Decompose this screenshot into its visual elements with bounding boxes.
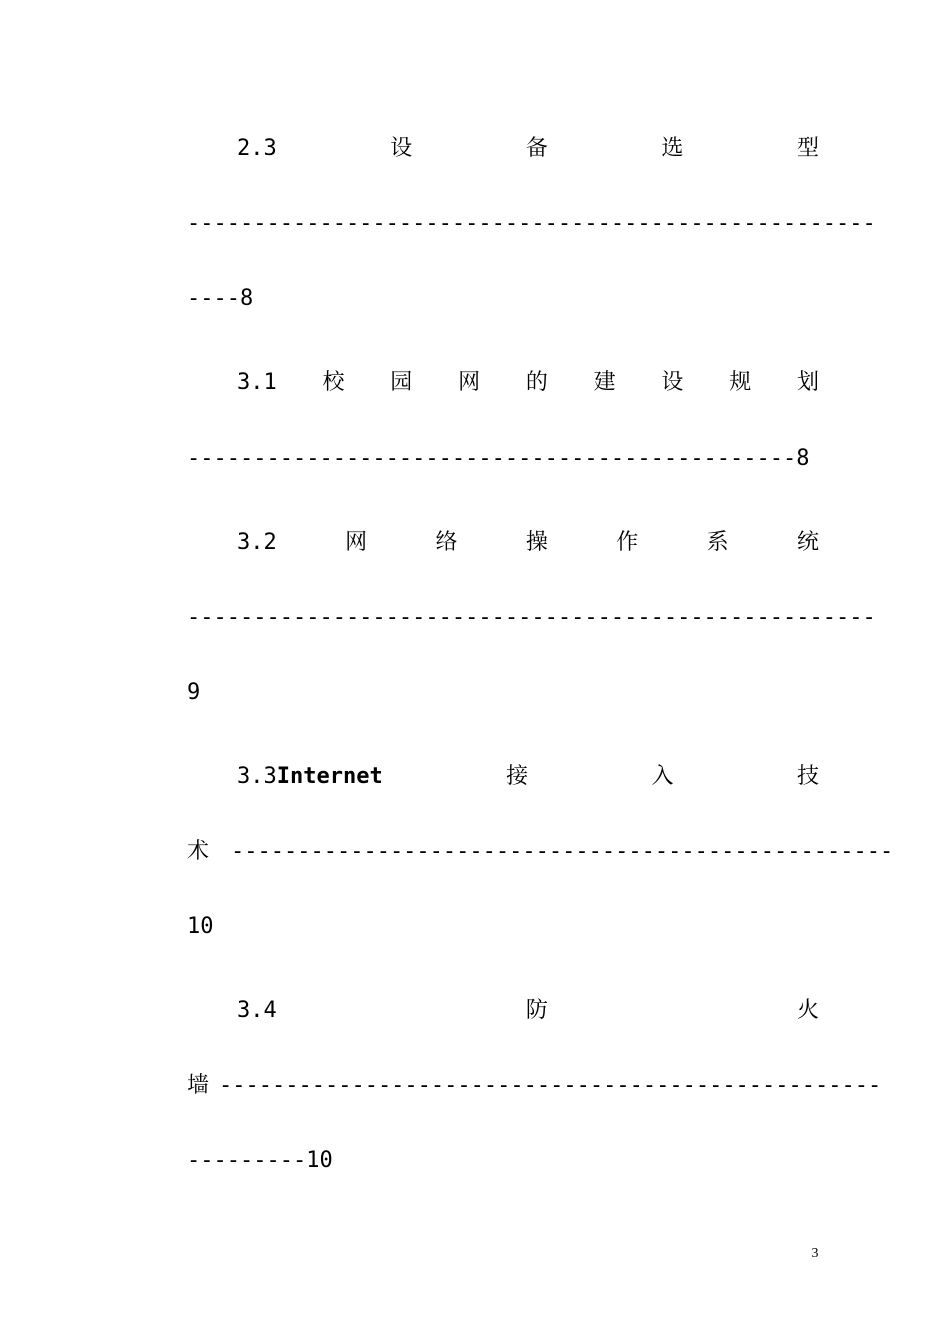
toc-page-number: 8 bbox=[796, 446, 810, 471]
toc-leader: 术 -------------------------------------------------- bbox=[187, 837, 819, 867]
toc-number: 3.3Internet bbox=[237, 764, 383, 789]
toc-entry-3-3-title bbox=[237, 762, 819, 792]
toc-char: 网 bbox=[458, 370, 481, 395]
toc-char: 的 bbox=[525, 370, 548, 395]
toc-leader-page: ----------------------------------------------8 bbox=[187, 446, 810, 471]
toc-number: 3.1 bbox=[237, 370, 277, 395]
toc-char: 设 bbox=[390, 136, 413, 161]
toc-leader: ---------------------------------------------------- bbox=[187, 605, 876, 630]
toc-char: 接 bbox=[506, 764, 529, 789]
toc-char: 统 bbox=[796, 530, 819, 555]
toc-char: 建 bbox=[593, 370, 616, 395]
toc-char: 选 bbox=[661, 136, 684, 161]
toc-char: 技 bbox=[796, 764, 819, 789]
toc-entry-3-1-title bbox=[237, 368, 819, 398]
toc-char: 术 bbox=[187, 839, 210, 864]
toc-char: 火 bbox=[796, 998, 819, 1023]
toc-char: 规 bbox=[729, 370, 752, 395]
toc-page-number: 9 bbox=[187, 680, 201, 705]
toc-char: 入 bbox=[651, 764, 674, 789]
toc-char: 网 bbox=[345, 530, 368, 555]
toc-entry-3-2-title bbox=[237, 528, 819, 558]
toc-char: 墙 bbox=[187, 1073, 210, 1098]
toc-number: 2.3 bbox=[237, 136, 277, 161]
toc-char: 操 bbox=[525, 530, 548, 555]
toc-char: 划 bbox=[796, 370, 819, 395]
toc-page-number: 8 bbox=[239, 286, 254, 311]
toc-entry-2-3-title bbox=[237, 134, 819, 164]
toc-char: 校 bbox=[322, 370, 345, 395]
toc-page-number: 10 bbox=[306, 1148, 333, 1173]
toc-char: 络 bbox=[435, 530, 458, 555]
toc-leader: ---------------------------------------------------- bbox=[187, 211, 876, 236]
toc-char: 备 bbox=[525, 136, 548, 161]
toc-number: 3.2 bbox=[237, 530, 277, 555]
toc-char: 防 bbox=[525, 998, 548, 1023]
toc-page-number: 10 bbox=[187, 914, 214, 939]
toc-char: 园 bbox=[390, 370, 413, 395]
toc-entry-3-4-title bbox=[237, 996, 819, 1026]
toc-char: 作 bbox=[616, 530, 639, 555]
toc-char: 设 bbox=[661, 370, 684, 395]
toc-char: 系 bbox=[706, 530, 729, 555]
page-number: 3 bbox=[811, 1246, 819, 1261]
toc-char: 型 bbox=[796, 136, 819, 161]
toc-leader: 墙 -------------------------------------------------- bbox=[187, 1071, 819, 1101]
toc-leader-page: ----8 bbox=[187, 286, 254, 311]
toc-number: 3.4 bbox=[237, 998, 277, 1023]
toc-leader-page: ---------10 bbox=[187, 1148, 333, 1173]
